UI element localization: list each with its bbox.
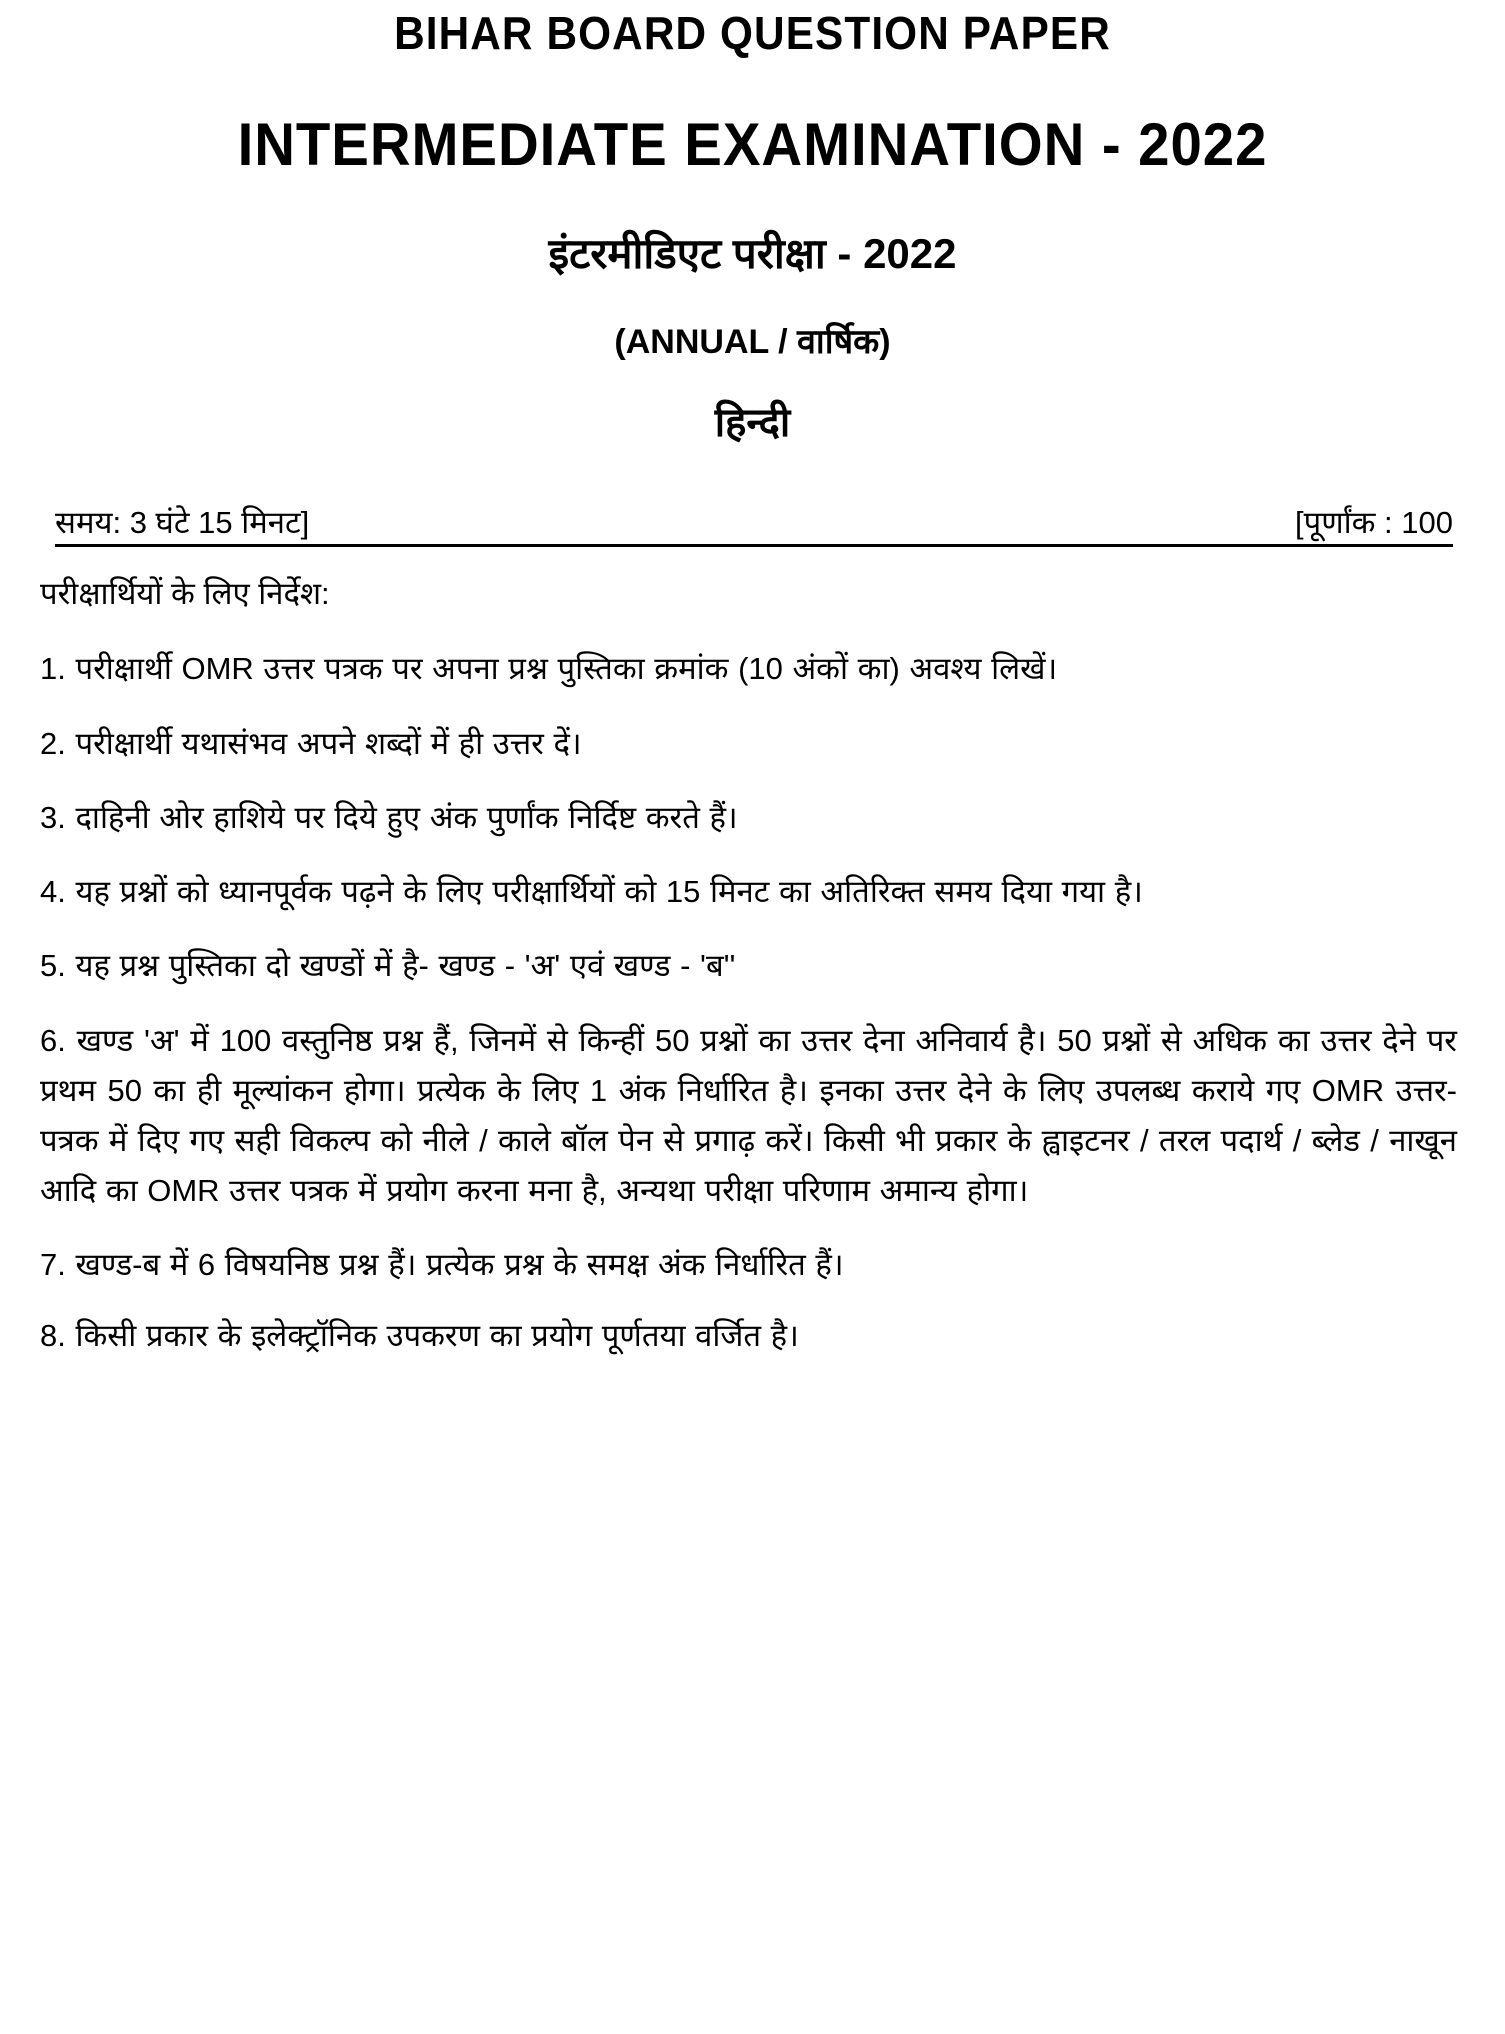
exam-type-label: (ANNUAL / वार्षिक) bbox=[614, 323, 891, 361]
exam-duration: समय: 3 घंटे 15 मिनट] bbox=[55, 505, 310, 540]
instruction-item-6: 6. खण्ड 'अ' में 100 वस्तुनिष्ठ प्रश्न हैं, जिनमें से किन्हीं 50 प्रश्नों का उत्तर देना अनिवार्य है। 50 प्रश्नों से अधिक का उत्तर देने पर प्रथम 50 का ही मूल्यांकन होगा। प्रत्येक के लिए 1 अंक निर्धारित है। इनका उत्तर देने के लिए उपलब्ध कराये गए OMR उत्तर-पत्रक में दिए गए सही विकल्प को नीले / काले बॉल पेन से प्रगाढ़ करें। किसी भी प्रकार के ह्वाइटनर / तरल पदार्थ / ब्लेड / नाखून आदि का OMR उत्तर पत्रक में प्रयोग करना मना है, अन्यथा परीक्षा परिणाम अमान्य होगा। bbox=[40, 1022, 1457, 1209]
exam-title-hindi: इंटरमीडिएट परीक्षा - 2022 bbox=[548, 230, 957, 277]
instructions-section bbox=[40, 547, 1457, 1361]
instruction-item-7: 7. खण्ड-ब में 6 विषयनिष्ठ प्रश्न हैं। प्रत्येक प्रश्न के समक्ष अंक निर्धारित हैं। bbox=[40, 1247, 844, 1283]
instructions-heading: परीक्षार्थियों के लिए निर्देश: bbox=[40, 575, 330, 611]
header-block bbox=[0, 0, 1505, 443]
subject-title: हिन्दी bbox=[714, 401, 791, 445]
exam-title-english: INTERMEDIATE EXAMINATION - 2022 bbox=[237, 111, 1268, 178]
instruction-item-1: 1. परीक्षार्थी OMR उत्तर पत्रक पर अपना प्रश्न पुस्तिका क्रमांक (10 अंकों का) अवश्य लिखें। bbox=[40, 651, 1058, 687]
instruction-item-3: 3. दाहिनी ओर हाशिये पर दिये हुए अंक पुर्णांक निर्दिष्ट करते हैं। bbox=[40, 799, 738, 835]
instruction-item-5: 5. यह प्रश्न पुस्तिका दो खण्डों में है- खण्ड - 'अ' एवं खण्ड - 'ब'' bbox=[40, 948, 736, 984]
instruction-item-8: 8. किसी प्रकार के इलेक्ट्रॉनिक उपकरण का प्रयोग पूर्णतया वर्जित है। bbox=[40, 1317, 799, 1353]
board-title: BIHAR BOARD QUESTION PAPER bbox=[394, 7, 1111, 59]
instruction-item-2: 2. परीक्षार्थी यथासंभव अपने शब्दों में ही उत्तर दें। bbox=[40, 725, 582, 761]
exam-full-marks: [पूर्णांक : 100 bbox=[1294, 505, 1453, 540]
exam-meta-row bbox=[55, 443, 1453, 547]
instruction-item-4: 4. यह प्रश्नों को ध्यानपूर्वक पढ़ने के लिए परीक्षार्थियों को 15 मिनट का अतिरिक्त समय दिया गया है। bbox=[40, 874, 1143, 910]
